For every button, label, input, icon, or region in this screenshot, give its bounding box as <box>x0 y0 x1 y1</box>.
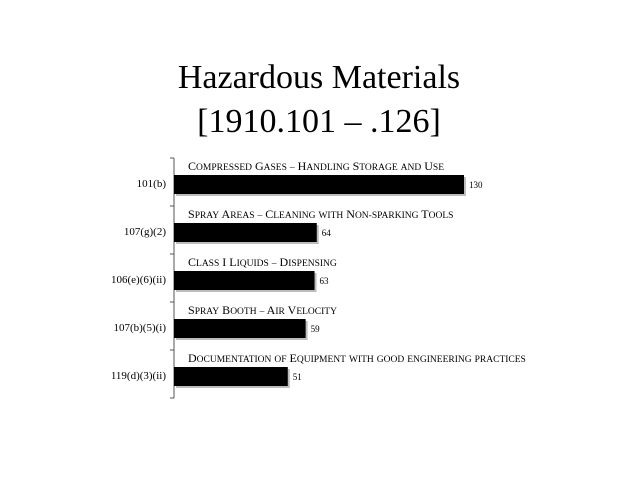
bar-description: DOCUMENTATION OF EQUIPMENT WITH GOOD ENGINEERING PRACTICES <box>188 351 526 365</box>
category-label: 107(b)(5)(i) <box>113 322 166 334</box>
category-label: 119(d)(3)(ii) <box>110 370 166 382</box>
bar <box>174 223 317 242</box>
data-label: 63 <box>319 276 329 286</box>
data-label: 59 <box>310 324 320 334</box>
bar-description: CLASS I LIQUIDS – DISPENSING <box>188 255 337 269</box>
data-label: 51 <box>292 372 302 382</box>
data-label: 64 <box>321 228 331 238</box>
category-label: 106(e)(6)(ii) <box>111 274 166 286</box>
bar <box>174 319 306 338</box>
category-label: 107(g)(2) <box>123 226 166 238</box>
data-label: 130 <box>469 180 483 190</box>
bar-description: SPRAY BOOTH – AIR VELOCITY <box>188 303 337 317</box>
bar <box>174 175 464 194</box>
bar-description: SPRAY AREAS – CLEANING WITH NON-SPARKING TOOLS <box>188 207 454 221</box>
bar-description: COMPRESSED GASES – HANDLING STORAGE AND USE <box>188 159 444 173</box>
category-label: 101(b) <box>136 178 166 190</box>
bar <box>174 271 315 290</box>
bar <box>174 367 288 386</box>
title-line-1: Hazardous Materials <box>177 59 461 96</box>
title-line-2: [1910.101 – .126] <box>197 103 441 140</box>
